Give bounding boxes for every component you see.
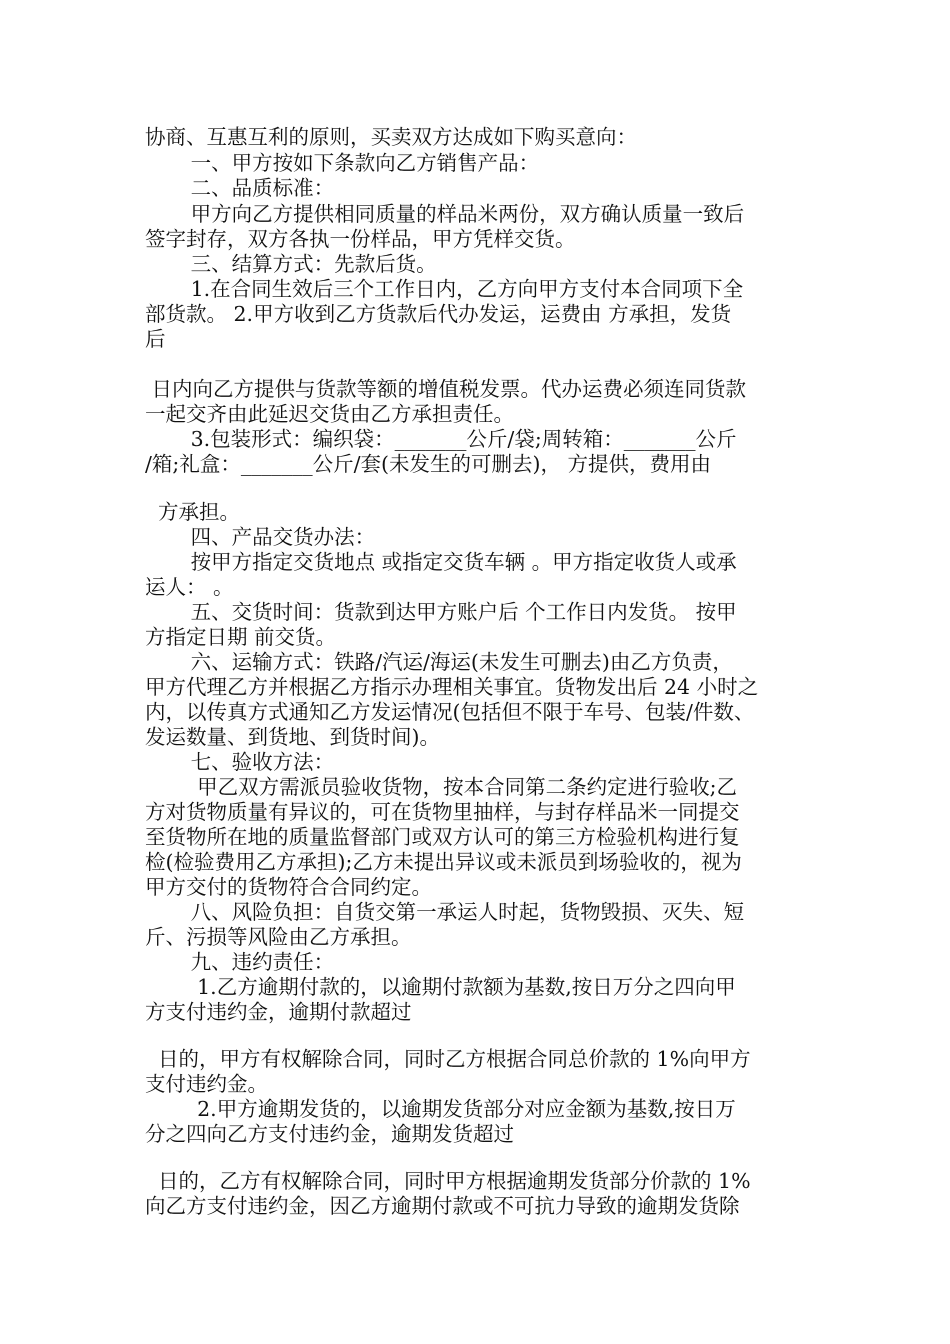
text-line: 2.甲方逾期发货的，以逾期发货部分对应金额为基数,按日万 (145, 1097, 736, 1121)
text-line: 斤、污损等风险由乙方承担。 (145, 925, 412, 949)
text-line: 五、交货时间：货款到达甲方账户后 个工作日内发货。 按甲 (145, 600, 737, 624)
text-line: 至货物所在地的质量监督部门或双方认可的第三方检验机构进行复 (145, 825, 740, 849)
text-line: 甲方向乙方提供相同质量的样品米两份，双方确认质量一致后 (145, 202, 745, 226)
text-line: 一、甲方按如下条款向乙方销售产品： (145, 151, 540, 175)
text-line: 部货款。 2.甲方收到乙方货款后代办发运，运费由 方承担，发货 (145, 302, 732, 326)
text-line: 发运数量、到货地、到货时间)。 (145, 725, 440, 749)
text-line: 1.在合同生效后三个工作日内，乙方向甲方支付本合同项下全 (145, 277, 744, 301)
text-line: 签字封存，双方各执一份样品，甲方凭样交货。 (145, 227, 576, 251)
text-line: 九、违约责任： (145, 950, 335, 974)
text-line: 向乙方支付违约金，因乙方逾期付款或不可抗力导致的逾期发货除 (145, 1194, 740, 1218)
text-line: 支付违约金。 (145, 1072, 268, 1096)
text-line: 运人： 。 (145, 575, 234, 599)
text-line: 甲方交付的货物符合合同约定。 (145, 875, 432, 899)
text-line: 七、验收方法： (145, 750, 335, 774)
text-line: 日的，乙方有权解除合同，同时甲方根据逾期发货部分价款的 1% (145, 1169, 751, 1193)
text-line: 甲方代理乙方并根据乙方指示办理相关事宜。货物发出后 24 小时之 (145, 675, 759, 699)
text-line: 分之四向乙方支付违约金，逾期发货超过 (145, 1122, 514, 1146)
text-line: 方指定日期 前交货。 (145, 625, 337, 649)
text-line: 日内向乙方提供与货款等额的增值税发票。代办运费必须连同货款 (145, 377, 747, 401)
text-line: /箱;礼盒：_______公斤/套(未发生的可删去)， 方提供，费用由 (145, 452, 711, 476)
text-line: 方对货物质量有异议的，可在货物里抽样，与封存样品米一同提交 (145, 800, 740, 824)
text-line: 检(检验费用乙方承担);乙方未提出异议或未派员到场验收的，视为 (145, 850, 742, 874)
text-line: 甲乙双方需派员验收货物，按本合同第二条约定进行验收;乙 (145, 775, 738, 799)
text-line: 方承担。 (145, 500, 241, 524)
text-line: 协商、互惠互利的原则，买卖双方达成如下购买意向： (145, 125, 637, 149)
text-line: 二、品质标准： (145, 176, 335, 200)
text-line: 四、产品交货办法： (145, 525, 376, 549)
text-line: 六、运输方式：铁路/汽运/海运(未发生可删去)由乙方负责， (145, 650, 733, 674)
text-line: 内，以传真方式通知乙方发运情况(包括但不限于车号、包装/件数、 (145, 700, 755, 724)
text-line: 方支付违约金，逾期付款超过 (145, 1000, 412, 1024)
text-line: 一起交齐由此延迟交货由乙方承担责任。 (145, 402, 514, 426)
text-line: 八、风险负担：自货交第一承运人时起，货物毁损、灭失、短 (145, 900, 745, 924)
text-line: 日的，甲方有权解除合同，同时乙方根据合同总价款的 1%向甲方 (145, 1047, 751, 1071)
text-line: 后 (145, 327, 166, 351)
text-line: 1.乙方逾期付款的，以逾期付款额为基数,按日万分之四向甲 (145, 975, 736, 999)
text-line: 3.包装形式：编织袋：_______公斤/袋;周转箱：_______公斤 (145, 427, 737, 451)
text-line: 三、结算方式：先款后货。 (145, 252, 437, 276)
text-line: 按甲方指定交货地点 或指定交货车辆 。甲方指定收货人或承 (145, 550, 737, 574)
